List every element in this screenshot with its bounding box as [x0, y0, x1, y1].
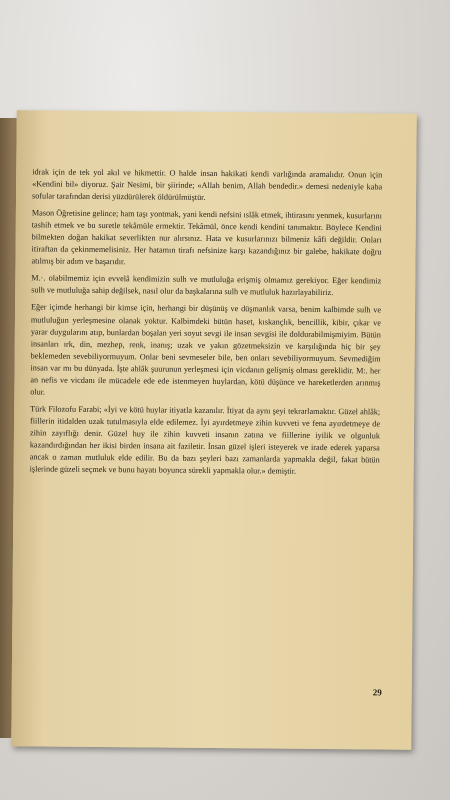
paragraph: Mason Öğretisine gelince; ham taşı yontmak, yani kendi nefsini ıslâk etmek, ihtirasını yenmek, kusurlarını tashih etmek ve bu suretle tekâmüle ermektir. Tekâmül, önce kendi kendini tanımaktır. Böylece Kendini bilmekten doğan hakikat severlikten nur alırsınız. Hata ve kusurlarınızı bilmeniz kâfi değildir. Onları itiraftan da çekinmemelisiniz. Her hatamın tirafı nefsinize karşı kazandığınız bir galebe, hakikate doğru atılmış bir adım ve başarıdır.: [31, 208, 382, 267]
paragraph: Türk Filozofu Farabi; «İyi ve kötü huylar itiyatla kazanılır. İtiyat da aynı şeyi tekrarlamaktır. Güzel ahlâk; fiillerin itidalden uzak tutulmasıyla elde edilemez. İyi ayırdetmeye zihin kuvveti ve fena ayırdetmeye de zihin zayıflığı denir. Güzel huy ile zihin kuvveti insanın zatına ve fiillerine iyilik ve olgunluk kazandırdığından her ikisi birden insana ait faziletir. İnsan güzel işleri isteyerek ve irade ederek yaparsa ancak o zaman mutluluk elde edilir. Bu da bazı şeyleri bazı zamanlarda yapmakla değil, fakat bütün işlerinde güzeli seçmek ve bunu hayatı boyunca sürekli yapmakla olur.» demiştir.: [29, 404, 381, 476]
paragraph: Eğer içimde herhangi bir kimse için, herhangi bir düşünüş ve düşmanlık varsa, benim kalbimde sulh ve mutluluğun yerleşmesine olanak yoktur. Kalbimdeki bütün haset, kıskançlık, bencillik, kibir, çıkar ve yarar duygularını atıp, bunlardan boşalan yeri soyut sevgi ile insan sevgisi ile doldurabilmişmiyim. Bütün insanları ırk, din, mezhep, renk, inanış; uzak ve yakın gözetmeksizin ve karşılığında hiç bir şey beklemeden sevebiliyormuyum. Onlar beni sevmeseler bile, ben onları sevebiliyormuyum. Sevmediğim insan var mı bu dünyada. İşte ahlâk şuurunun yerleşmesi için vicdanın gelişmiş olması gereklidir. M:. her an nefis ve vicdanı ile mücadele ede ede istenmeyen huylardan, kötü düşünce ve hareketlerden arınmış olur.: [30, 302, 382, 397]
paragraph: M.·. olabilmemiz için evvelâ kendimizin sulh ve mutluluğa erişmiş olmamız gerekiyor. Eğer kendimiz sulh ve mutluluğa sahip değilsek, nasıl olur da başkalarına sulh ve mutluluk hazırlayabiliriz.: [31, 273, 382, 298]
page-number: 29: [372, 687, 382, 698]
paragraph: idrak için de tek yol akıl ve hikmettir. O halde insan hakikati kendi varlığında aramalıdır. Onun için «Kendini bil» diyoruz. Şair Nesimi, bir şiirinde; «Allah benim, Allah bendedir.» demesi nedeniyle kaba sofular tarafından derisi yüzdürülerek öldürülmüştür.: [31, 167, 383, 203]
page-text: [30, 166, 383, 483]
book-page: [11, 110, 417, 749]
